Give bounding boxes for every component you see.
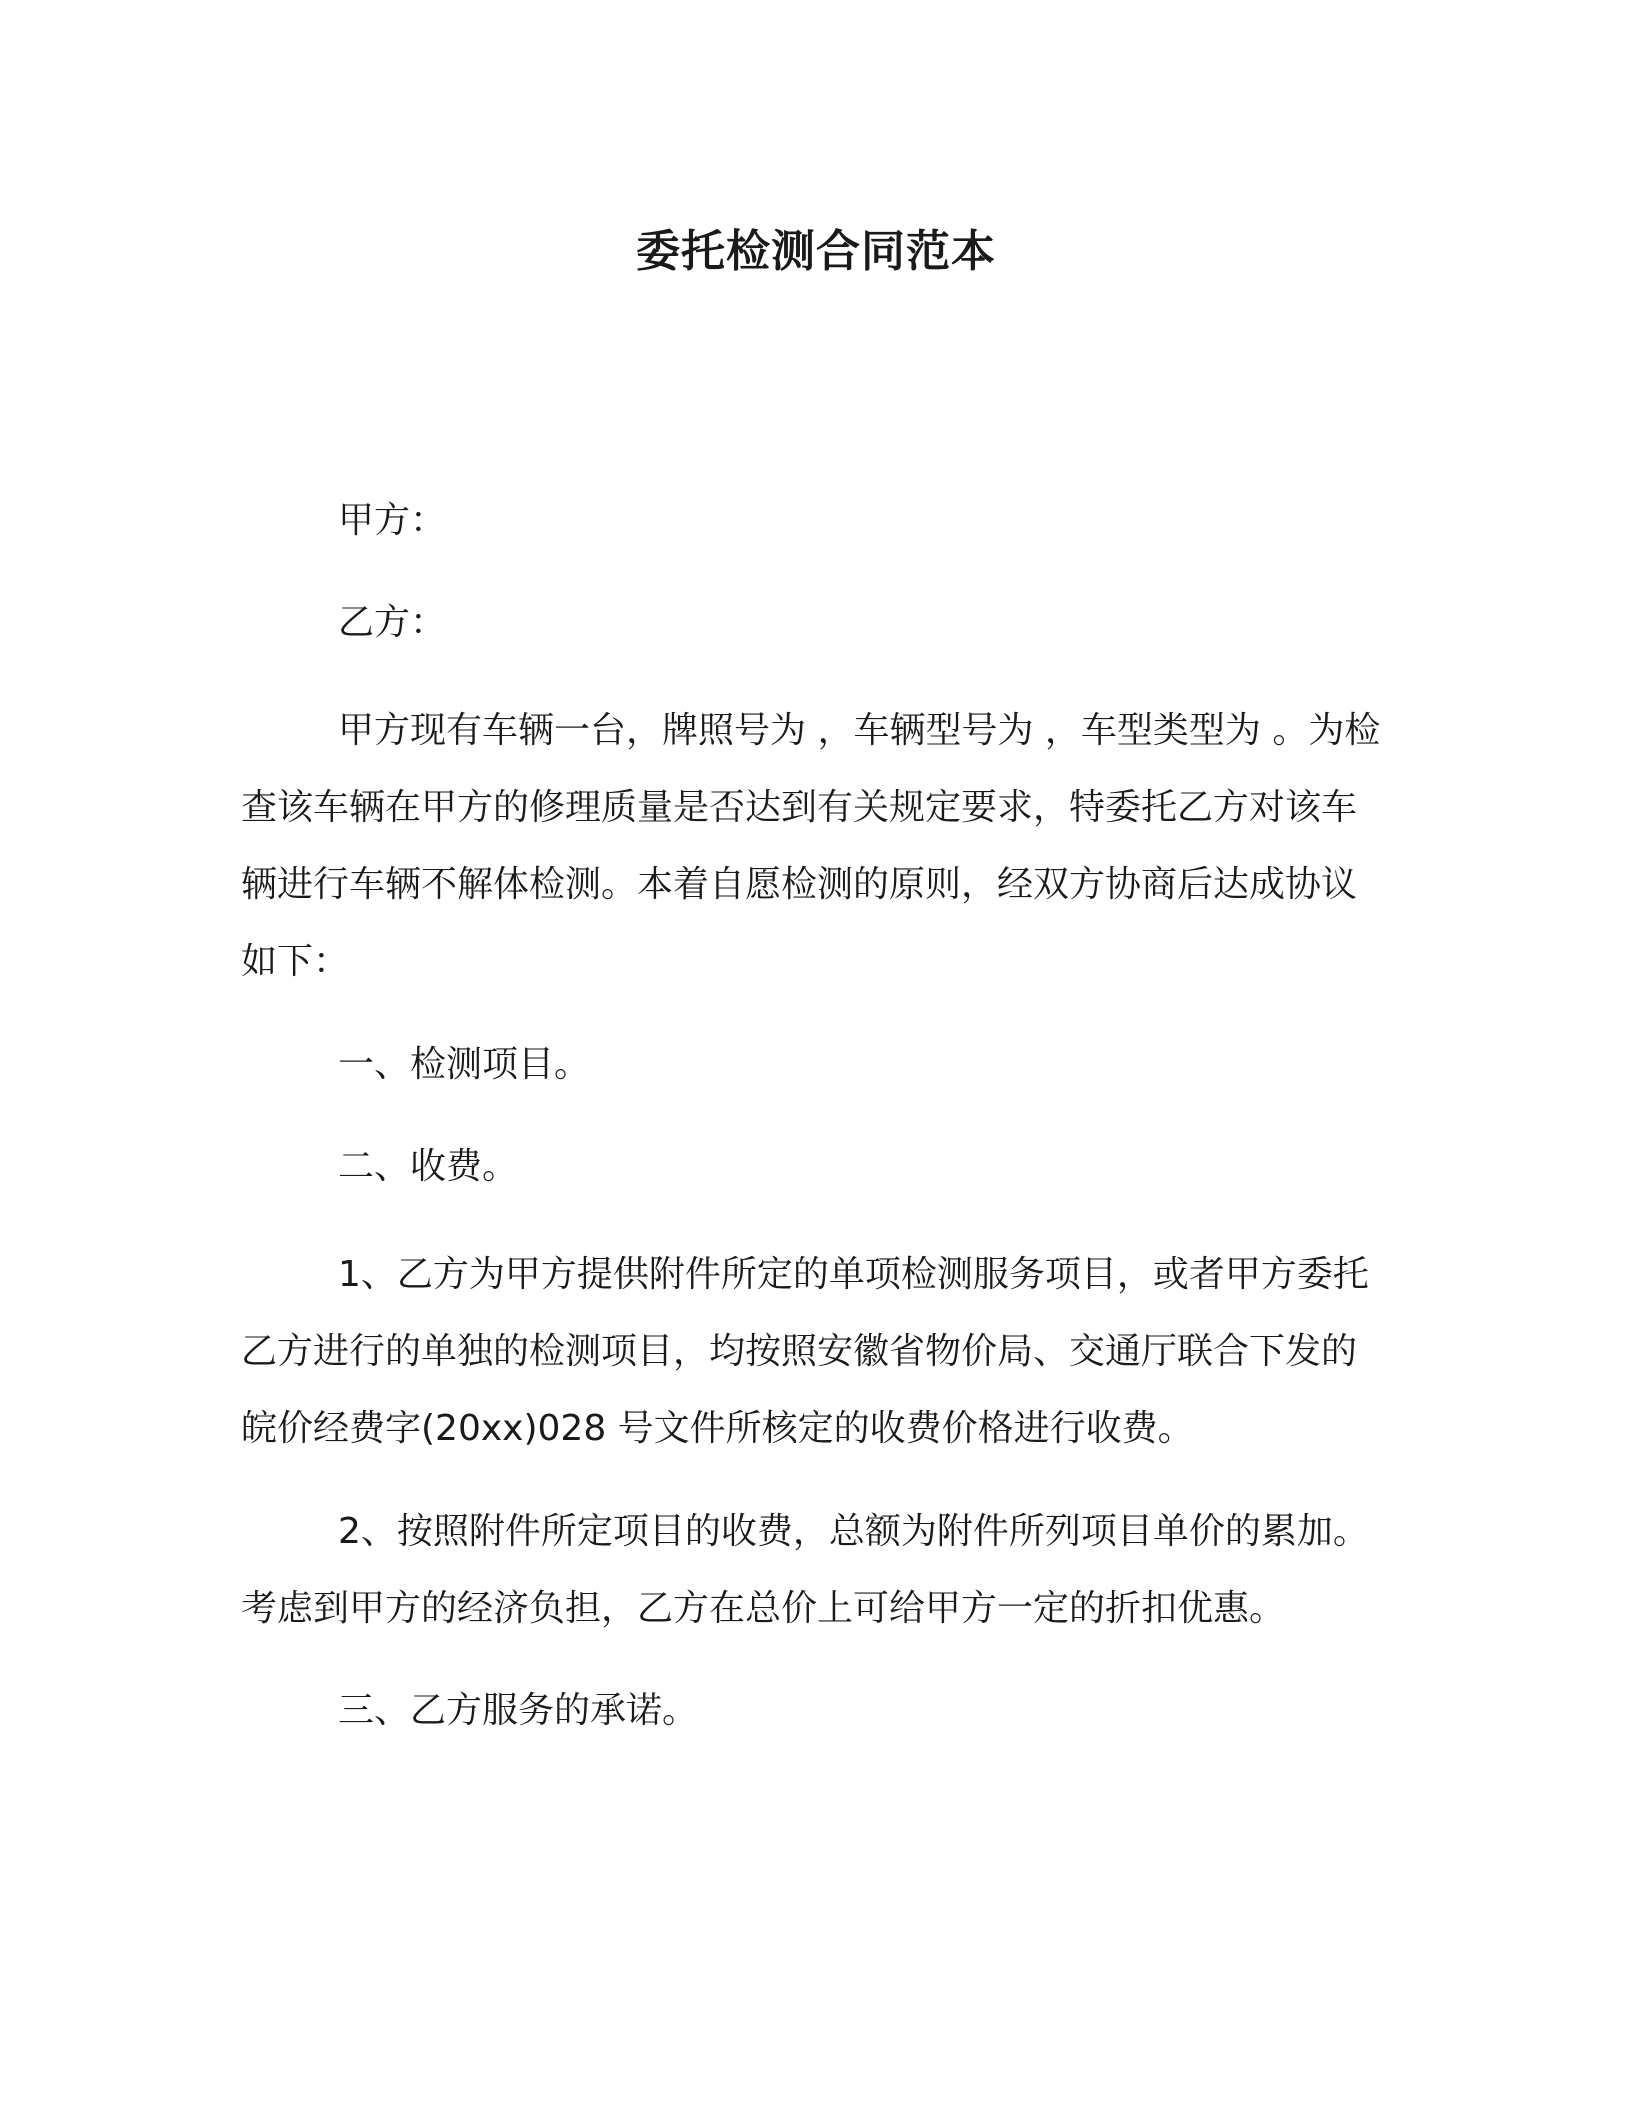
section-1-heading: 一、检测项目。 <box>338 1044 591 1085</box>
clause-1-paragraph: 1、乙方为甲方提供附件所定的单项检测服务项目，或者甲方委托乙方进行的单独的检测项目，均按照安徽省物价局、交通厅联合下发的皖价经费字(20xx)028 号文件所核定的收费价格进行收费。 <box>241 1254 1369 1449</box>
intro-paragraph: 甲方现有车辆一台，牌照号为 ，车辆型号为 ，车型类型为 。为检查该车辆在甲方的修理质量是否达到有关规定要求，特委托乙方对该车辆进行车辆不解体检测。本着自愿检测的原则，经双方协商后达成协议如下： <box>241 710 1381 982</box>
party-b-label: 乙方： <box>338 602 447 643</box>
clause-2-paragraph: 2、按照附件所定项目的收费，总额为附件所列项目单价的累加。考虑到甲方的经济负担，乙方在总价上可给甲方一定的折扣优惠。 <box>241 1511 1369 1629</box>
section-3-heading: 三、乙方服务的承诺。 <box>338 1690 699 1731</box>
party-a-label: 甲方： <box>338 500 447 541</box>
section-2-heading: 二、收费。 <box>338 1146 519 1187</box>
document-title: 委托检测合同范本 <box>636 226 996 277</box>
